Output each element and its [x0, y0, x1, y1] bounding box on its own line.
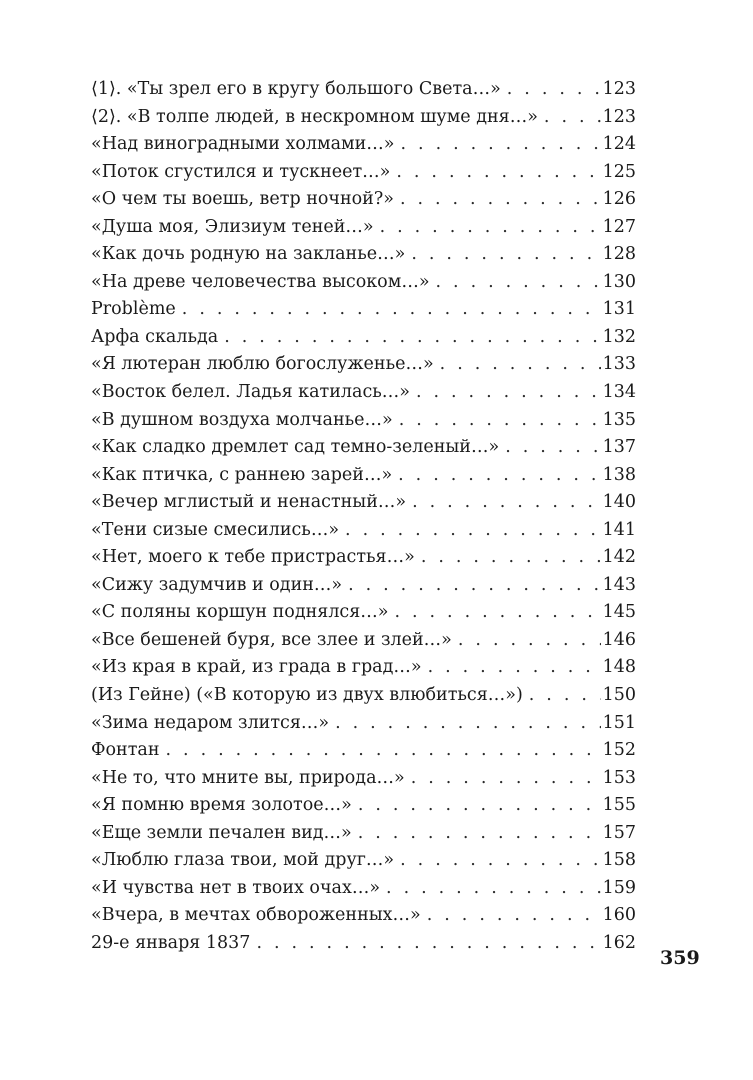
toc-entry	[91, 159, 636, 187]
toc-entry-title: «Душа моя, Элизиум теней…»	[91, 214, 380, 242]
toc-entry-title: «Вечер мглистый и ненастный…»	[91, 489, 412, 517]
toc-entry-page: 145	[602, 602, 636, 623]
dot-leader	[396, 159, 600, 187]
toc-entry-page: 131	[602, 299, 636, 320]
toc-entry-page: 148	[602, 657, 636, 678]
dot-leader	[394, 599, 600, 627]
toc-entry	[91, 902, 636, 930]
table-of-contents	[91, 76, 636, 958]
dot-leader	[507, 76, 601, 104]
toc-entry-title: «Поток сгустился и тускнеет…»	[91, 159, 396, 187]
toc-entry	[91, 544, 636, 572]
dot-leader	[348, 572, 600, 600]
dot-leader	[345, 517, 601, 545]
toc-entry-title: «Люблю глаза твои, мой друг…»	[91, 847, 400, 875]
toc-entry	[91, 737, 636, 765]
toc-entry	[91, 104, 636, 132]
page-number: 359	[660, 947, 700, 969]
toc-entry-page: 151	[602, 712, 636, 733]
toc-entry-page: 138	[602, 464, 636, 485]
toc-entry-title: «Как птичка, с раннею зарей…»	[91, 462, 398, 490]
toc-entry-page: 124	[602, 134, 636, 155]
toc-entry	[91, 599, 636, 627]
toc-entry-page: 127	[602, 216, 636, 237]
toc-entry-page: 126	[602, 189, 636, 210]
dot-leader	[399, 407, 601, 435]
toc-entry-title: «Из края в край, из града в град…»	[91, 654, 428, 682]
toc-entry-title: «Как дочь родную на закланье…»	[91, 241, 411, 269]
toc-entry-title: «Сижу задумчив и один…»	[91, 572, 348, 600]
toc-entry-page: 125	[602, 161, 636, 182]
toc-entry-title: «Над виноградными холмами…»	[91, 131, 401, 159]
toc-entry-page: 133	[602, 354, 636, 375]
dot-leader	[386, 875, 601, 903]
toc-entry	[91, 682, 636, 710]
toc-entry	[91, 930, 636, 958]
dot-leader	[544, 104, 601, 132]
toc-entry-title: «Зима недаром злится…»	[91, 710, 335, 738]
toc-entry-title: «Я помню время золотое…»	[91, 792, 358, 820]
dot-leader	[416, 379, 601, 407]
toc-entry-page: 159	[602, 877, 636, 898]
toc-entry-title: 29-е января 1837	[91, 930, 256, 958]
toc-entry-page: 140	[602, 492, 636, 513]
toc-entry-title: «Тени сизые смесились…»	[91, 517, 345, 545]
dot-leader	[440, 351, 601, 379]
toc-entry	[91, 186, 636, 214]
toc-entry	[91, 296, 636, 324]
toc-entry-title: «Нет, моего к тебе пристрастья…»	[91, 544, 421, 572]
toc-entry	[91, 875, 636, 903]
toc-entry	[91, 241, 636, 269]
toc-entry-title: «Все бешеней буря, все злее и злей…»	[91, 627, 458, 655]
dot-leader	[398, 462, 600, 490]
toc-entry-title: «Восток белел. Ладья катилась…»	[91, 379, 416, 407]
dot-leader	[224, 324, 600, 352]
toc-entry	[91, 820, 636, 848]
toc-entry	[91, 214, 636, 242]
toc-entry-page: 123	[602, 106, 636, 127]
toc-entry-page: 160	[602, 905, 636, 926]
dot-leader	[358, 792, 601, 820]
dot-leader	[458, 627, 601, 655]
toc-entry-title: Арфа скальда	[91, 324, 224, 352]
dot-leader	[256, 930, 600, 958]
toc-entry-title: (Из Гейне) («В которую из двух влюбиться…»)	[91, 682, 529, 710]
toc-entry-title: «Как сладко дремлет сад темно-зеленый…»	[91, 434, 505, 462]
toc-entry-page: 152	[602, 740, 636, 761]
dot-leader	[380, 214, 601, 242]
toc-entry-page: 141	[602, 519, 636, 540]
toc-entry	[91, 792, 636, 820]
toc-entry	[91, 710, 636, 738]
dot-leader	[427, 902, 601, 930]
toc-entry-page: 146	[602, 629, 636, 650]
dot-leader	[529, 682, 601, 710]
dot-leader	[401, 131, 601, 159]
toc-entry	[91, 351, 636, 379]
dot-leader	[428, 654, 601, 682]
toc-entry	[91, 489, 636, 517]
toc-entry-title: «Не то, что мните вы, природа…»	[91, 765, 411, 793]
toc-entry-title: ⟨1⟩. «Ты зрел его в кругу большого Света…»	[91, 76, 507, 104]
toc-entry-page: 132	[602, 326, 636, 347]
toc-entry-page: 150	[602, 685, 636, 706]
dot-leader	[411, 765, 601, 793]
toc-entry	[91, 847, 636, 875]
dot-leader	[166, 737, 601, 765]
toc-entry-title: «С поляны коршун поднялся…»	[91, 599, 394, 627]
dot-leader	[400, 186, 601, 214]
dot-leader	[411, 241, 600, 269]
toc-entry-page: 157	[602, 822, 636, 843]
toc-entry-title: «И чувства нет в твоих очах…»	[91, 875, 386, 903]
toc-entry-page: 128	[602, 244, 636, 265]
toc-entry-title: «Еще земли печален вид…»	[91, 820, 358, 848]
dot-leader	[335, 710, 601, 738]
dot-leader	[421, 544, 601, 572]
dot-leader	[436, 269, 601, 297]
toc-entry-page: 135	[602, 409, 636, 430]
toc-entry-page: 134	[602, 382, 636, 403]
toc-entry	[91, 407, 636, 435]
toc-entry-title: «В душном воздуха молчанье…»	[91, 407, 399, 435]
toc-entry	[91, 572, 636, 600]
toc-entry-page: 130	[602, 271, 636, 292]
toc-entry-title: ⟨2⟩. «В толпе людей, в нескромном шуме дня…»	[91, 104, 544, 132]
toc-entry-page: 158	[602, 850, 636, 871]
toc-entry	[91, 654, 636, 682]
toc-entry	[91, 517, 636, 545]
toc-entry-title: «Я лютеран люблю богослуженье…»	[91, 351, 440, 379]
toc-entry-title: «О чем ты воешь, ветр ночной?»	[91, 186, 400, 214]
toc-entry	[91, 379, 636, 407]
toc-entry-page: 123	[602, 79, 636, 99]
toc-entry-title: «На древе человечества высоком…»	[91, 269, 436, 297]
toc-entry	[91, 765, 636, 793]
toc-entry-page: 155	[602, 795, 636, 816]
toc-entry-page: 137	[602, 437, 636, 458]
dot-leader	[182, 296, 601, 324]
toc-entry	[91, 76, 636, 104]
toc-entry-page: 143	[602, 574, 636, 595]
toc-entry-title: Problème	[91, 296, 182, 324]
dot-leader	[505, 434, 600, 462]
toc-entry-page: 142	[602, 547, 636, 568]
toc-entry-page: 162	[602, 932, 636, 953]
toc-entry-title: Фонтан	[91, 737, 166, 765]
toc-entry	[91, 462, 636, 490]
toc-entry-page: 153	[602, 767, 636, 788]
dot-leader	[358, 820, 601, 848]
toc-entry	[91, 324, 636, 352]
toc-entry	[91, 627, 636, 655]
toc-entry	[91, 434, 636, 462]
toc-entry-title: «Вчера, в мечтах обвороженных…»	[91, 902, 427, 930]
dot-leader	[400, 847, 600, 875]
toc-entry	[91, 269, 636, 297]
dot-leader	[412, 489, 600, 517]
toc-entry	[91, 131, 636, 159]
